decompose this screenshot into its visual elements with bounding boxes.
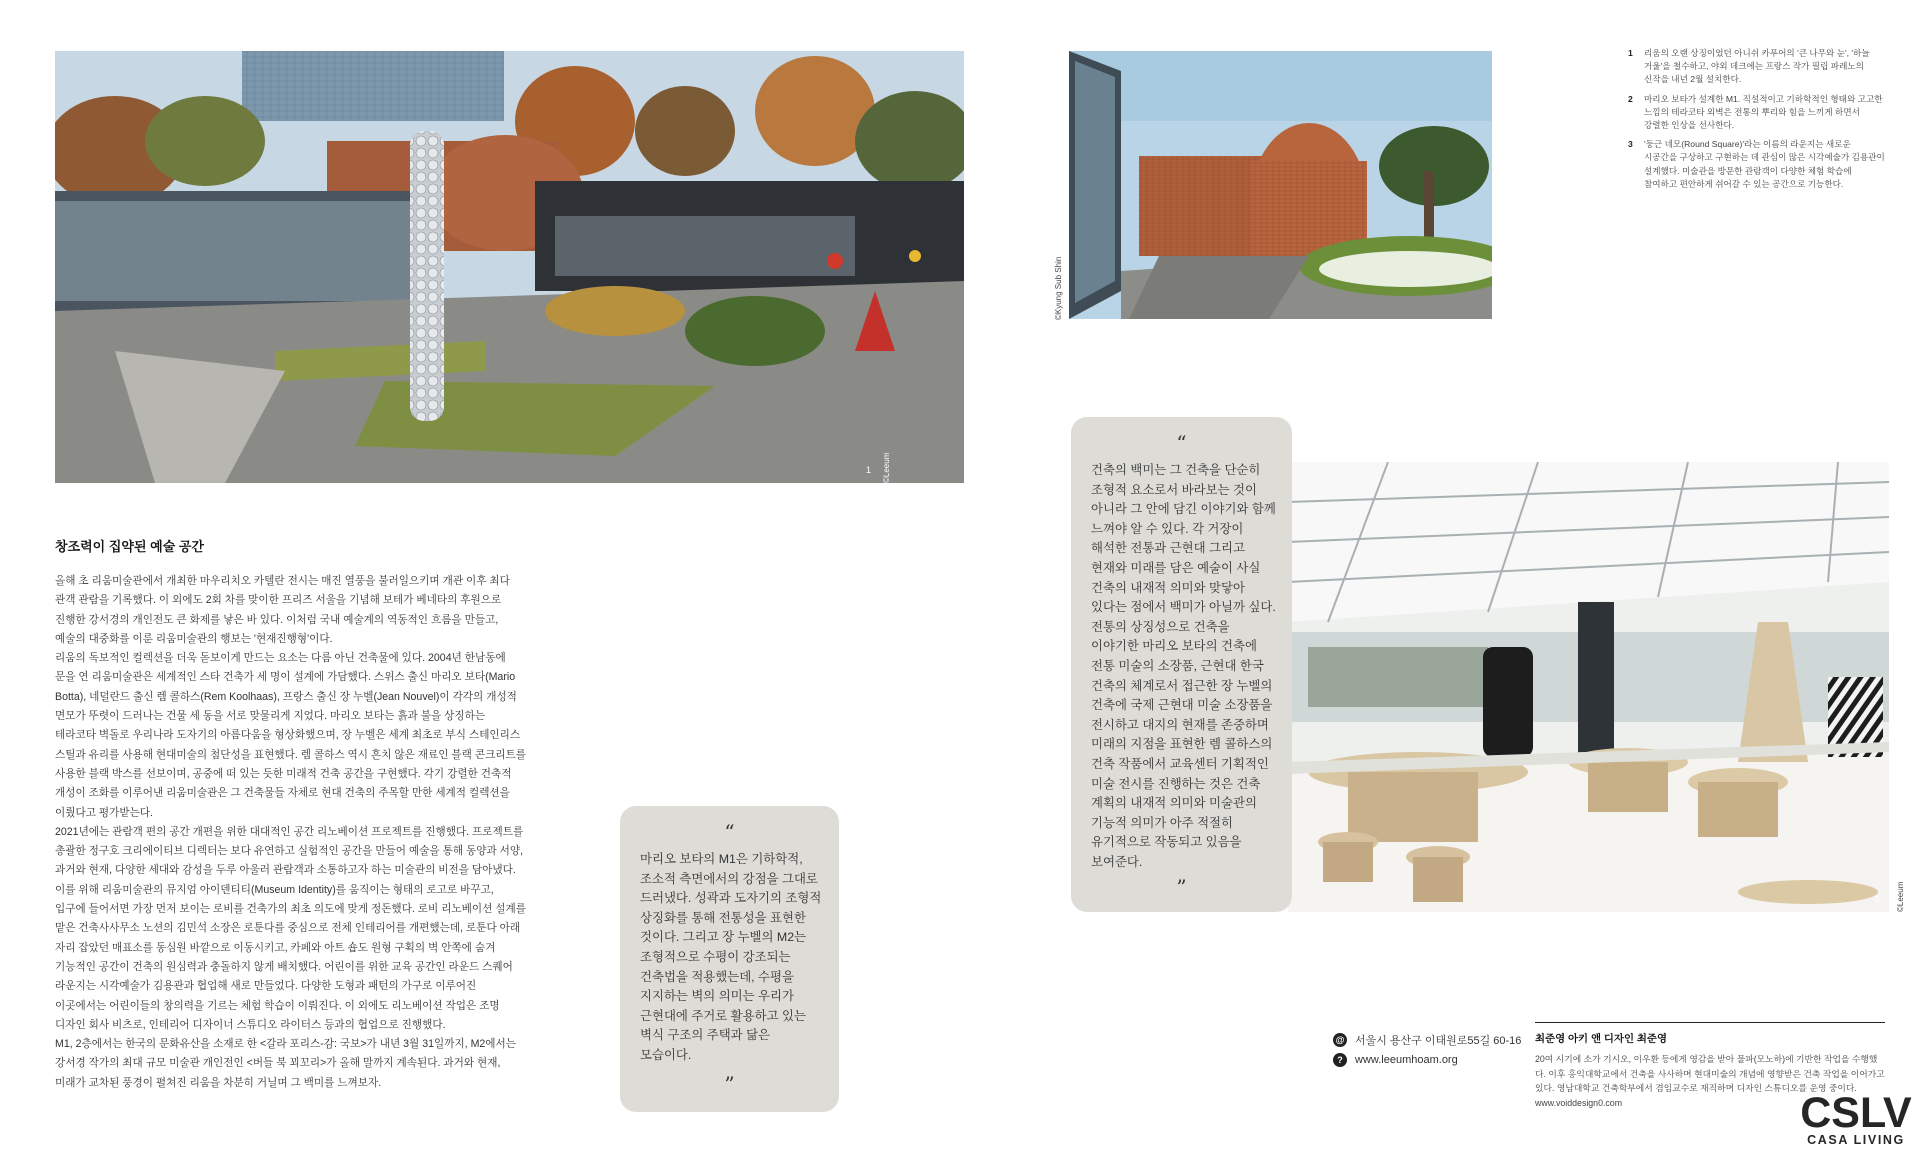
article-paragraph: M1, 2층에서는 한국의 문화유산을 소재로 한 <갈라 포리스-감: 국보>가 내년 3월 31일까지, M2에서는 강서경 작가의 최대 규모 미술관 개인전인 <버들 북 꾀꼬리>가 올해 말까지 계속된다. 과거와 현재, 미래가 교차된 풍경이 펼쳐진 리움을 차분히 거닐며 그 백미를 느껴보자. xyxy=(55,1038,516,1089)
article-title: 창조력이 집약된 예술 공간 xyxy=(55,539,204,554)
address-row xyxy=(1333,1032,1521,1048)
website-row xyxy=(1333,1053,1458,1067)
caption-number: 1 xyxy=(1628,48,1633,58)
photo-number: 3 xyxy=(1874,894,1880,904)
magazine-logo xyxy=(1797,1089,1915,1147)
caption-item xyxy=(1628,47,1886,87)
website-link[interactable]: www.leeumhoam.org xyxy=(1355,1054,1458,1066)
open-quote-mark: “ xyxy=(1176,431,1187,455)
article-paragraph: 올해 초 리움미술관에서 개최한 마우리치오 카텔란 전시는 매진 열풍을 불러일으키며 개관 이후 최다 관객 관람을 기록했다. 이 외에도 2회 차를 맞이한 프리즈 서울을 기념해 보테가 베네타의 후원으로 진행한 강서경의 개인전도 큰 화제를 낳은 바 있다. 이처럼 국내 예술계의 역동적인 흐름을 만들고, 예술의 대중화를 이룬 리움미술관의 행보는 '현재진행형'이다. xyxy=(55,575,510,645)
pull-quote-text: 마리오 보타의 M1은 기하학적, 조소적 측면에서의 강점을 그대로 드러냈다. 성곽과 도자기의 조형적 상징화를 통해 전통성을 표현한 것이다. 그리고 장 누벨의 M2는 조형적으로 수평이 강조되는 건축법을 적용했는데, 수평을 지지하는 벽의 의미는 우리가 근현대에 주거로 활용하고 있는 벽식 구조의 주택과 닮은 모습이다. xyxy=(640,852,822,1062)
article-body xyxy=(55,572,527,1093)
caption-text: 리움의 오랜 상징이었던 아니쉬 카푸어의 '큰 나무와 눈', '하늘 거울'을 철수하고, 야외 데크에는 프랑스 작가 필립 파레노의 신작을 내년 2월 설치한다. xyxy=(1644,48,1870,85)
caption-text: '둥근 네모(Round Square)'라는 이름의 라운지는 새로운 시공간을 구상하고 구현하는 데 관심이 많은 시각예술가 김용관이 설계했다. 미술관을 방문한 관람객이 다양한 체험 학습에 참여하고 편안하게 쉬어갈 수 있는 공간으로 기능한다. xyxy=(1644,139,1885,189)
designer-name: 최준영 아키 앤 디자인 최준영 xyxy=(1535,1034,1667,1045)
photo-credit: ©Leeum xyxy=(882,452,891,483)
info-icon: ? xyxy=(1333,1053,1347,1067)
pull-quote-text: 건축의 백미는 그 건축을 단순히 조형적 요소로서 바라보는 것이 아니라 그 안에 담긴 이야기와 함께 느껴야 알 수 있다. 각 거장이 해석한 전통과 근현대 그리고 현재와 미래를 담은 예술이 사실 건축의 내재적 의미와 맞닿아 있다는 점에서 백미가 아닐까 싶다. 전통의 상징성으로 건축을 이야기한 마리오 보타의 건축에 전통 미술의 소장품, 근현대 한국 건축의 체계로서 접근한 장 누벨의 건축에 국제 근현대 미술 소장품을 전시하고 대지의 현재를 존중하며 미래의 지점을 표현한 렘 콜하스의 건축 작품에서 교육센터 기획적인 미술 전시를 진행하는 것은 건축 계획의 내재적 의미와 미술관의 기능적 의미가 아주 적절히 유기적으로 작동되고 있음을 보여준다. xyxy=(1091,463,1276,869)
article-paragraph: 리움의 독보적인 컬렉션을 더욱 돋보이게 만드는 요소는 다름 아닌 건축물에 있다. 2004년 한남동에 문을 연 리움미술관은 세계적인 스타 건축가 세 명이 설계에 가담했다. 스위스 출신 마리오 보타(Mario Botta), 네덜란드 출신 렘 콜하스(Rem Koolhaas), 프랑스 출신 장 누벨(Jean Nouvel)이 각각의 개성적 면모가 뚜렷이 드러나는 건물 세 동을 서로 맞물리게 지었다. 마리오 보타는 흙과 불을 상징하는 테라코타 벽돌로 우리나라 도자기의 아름다움을 형상화했으며, 장 누벨은 세계 최초로 부식 스테인리스 스틸과 유리를 사용해 현대미술의 첨단성을 표현했다. 렘 콜하스 역시 흔치 않은 재료인 블랙 콘크리트를 사용한 블랙 박스를 선보이며, 공중에 떠 있는 듯한 미래적 건축 공간을 구현했다. 각기 강렬한 건축적 개성이 조화를 이루어낸 리움미술관은 그 건축물들 자체로 현대 건축의 주목할 만한 세계적 컬렉션을 이뤘다고 평가받는다. xyxy=(55,652,527,819)
caption-number: 3 xyxy=(1628,139,1633,150)
pull-quote-1 xyxy=(620,806,839,1112)
caption-item xyxy=(1628,93,1886,133)
location-icon: @ xyxy=(1333,1033,1347,1047)
photo-captions xyxy=(1628,47,1886,197)
designer-bio: 20여 시기에 소가 기시오, 이우환 등에게 영감을 받아 물파(모노하)에 기반한 작업을 수행했다. 이후 홍익대학교에서 건축을 사사하며 현대미술의 개념에 영향받은 건축 작업을 이어가고 있다. 영남대학교 건축학부에서 겸임교수로 재직하며 디자인 스튜디오를 운영 중이다. xyxy=(1535,1054,1885,1093)
photo-round-square-lounge xyxy=(1288,462,1889,912)
caption-number: 2 xyxy=(1628,93,1633,104)
caption-item xyxy=(1628,138,1886,191)
caption-text: 마리오 보타가 설계한 M1. 직설적이고 기하학적인 형태와 고고한 느낌의 테라코타 외벽은 전통의 뿌리와 힘을 느끼게 하면서 강렬한 인상을 선사한다. xyxy=(1644,93,1883,131)
address-text: 서울시 용산구 이태원로55길 60-16 xyxy=(1355,1035,1522,1047)
photo-m1-museum xyxy=(1069,51,1492,319)
pull-quote-2 xyxy=(1071,417,1292,912)
open-quote-mark: “ xyxy=(724,820,735,844)
photo-credit: ©Leeum xyxy=(1896,881,1905,912)
photo-number: 1 xyxy=(866,465,872,475)
photo-leeum-courtyard xyxy=(55,51,964,483)
logo-wordmark: CSLV xyxy=(1800,1089,1912,1137)
photo-credit: ©Kyung Sub Shin xyxy=(1054,256,1063,320)
close-quote-mark: ” xyxy=(1176,875,1187,899)
article-paragraph: 2021년에는 관람객 편의 공간 개편을 위한 대대적인 공간 리노베이션 프로젝트를 진행했다. 프로젝트를 총괄한 정구호 크리에이티브 디렉터는 보다 유연하고 실험적인 공간을 만들어 예술을 통해 동양과 서양, 과거와 현재, 다양한 세대와 감성을 두루 아울러 관람객과 소통하고자 하는 미술관의 비전을 담아냈다. 이를 위해 리움미술관의 뮤지엄 아이덴티티(Museum Identity)를 움직이는 형태의 로고로 바꾸고, 입구에 들어서면 가장 먼저 보이는 로비를 건축가의 최초 의도에 맞게 정돈했다. 로비 리노베이션 설계를 맡은 건축사사무소 노션의 김민석 소장은 로툰다를 중심으로 전체 인테리어를 개편했는데, 로툰다 아래 자리 잡았던 매표소를 동심원 바깥으로 이동시키고, 카페와 아트 숍도 원형 구획의 벽 안쪽에 숨겨 기능적인 공간이 건축의 원심력과 충돌하지 않게 배치했다. 어린이를 위한 교육 공간인 라운드 스퀘어 라운지는 시각예술가 김용관과 협업해 새로 만들었다. 다양한 도형과 패턴의 가구로 이루어진 이곳에서는 어린이들의 창의력을 기르는 체험 학습이 이뤄진다. 이 외에도 리노베이션 작업은 조명 디자인 회사 비츠로, 인테리어 디자이너 스튜디오 라이터스 등과의 협업으로 진행했다. xyxy=(55,825,527,1031)
designer-website[interactable]: www.voiddesign0.com xyxy=(1535,1097,1623,1108)
close-quote-mark: ” xyxy=(724,1072,735,1096)
logo-subtitle: CASA LIVING xyxy=(1807,1133,1905,1147)
